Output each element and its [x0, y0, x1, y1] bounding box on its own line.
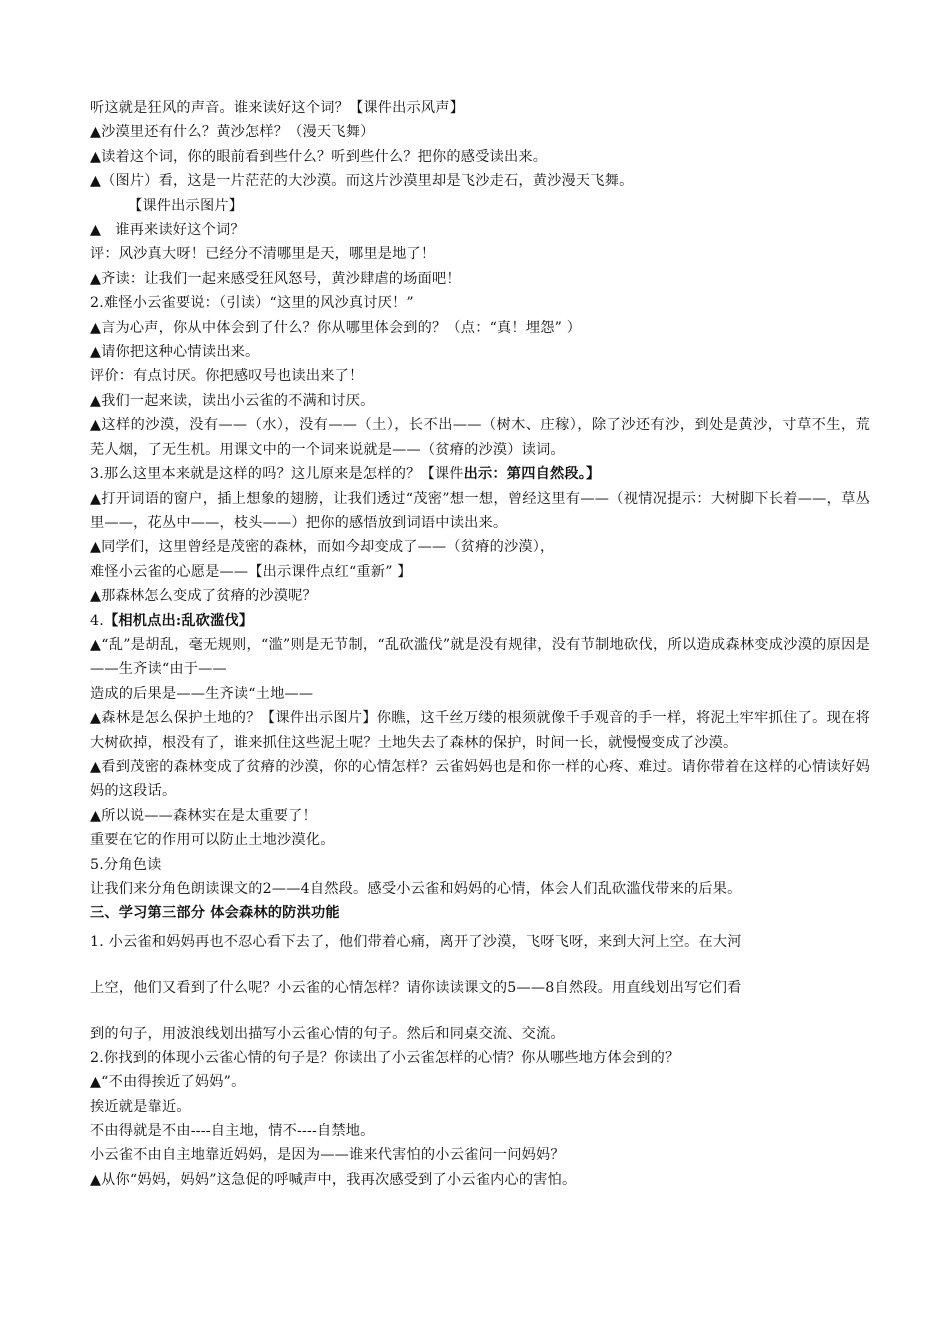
paragraph: ▲这样的沙漠，没有——（水），没有——（土），长不出——（树木、庄稼），除了沙还有沙，到处是黄沙，寸草不生，荒芜人烟，了无生机。用课文中的一个词来说就是——（贫瘠的沙漠）读词。 — [90, 417, 870, 458]
paragraph: 听这就是狂风的声音。谁来读好这个词？【课件出示风声】 — [90, 100, 465, 116]
paragraph-text: 4. — [90, 612, 104, 629]
paragraph-bold-text: 出示：第四自然段。】 — [463, 466, 601, 483]
paragraph — [90, 609, 870, 633]
paragraph: 2.你找到的体现小云雀心情的句子是？你读出了小云雀怎样的心情？你从哪些地方体会到的？ — [90, 1049, 680, 1066]
paragraph: 让我们来分角色朗读课文的2——4自然段。感受小云雀和妈妈的心情，体会人们乱砍滥伐带来的后果。 — [90, 881, 742, 897]
paragraph: 5.分角色读 — [90, 856, 162, 873]
paragraph: 重要在它的作用可以防止土地沙漠化。 — [90, 832, 335, 849]
paragraph: ▲“不由得挨近了妈妈”。 — [90, 1074, 246, 1091]
paragraph: 挨近就是靠近。 — [90, 1098, 191, 1115]
paragraph: ▲那森林怎么变成了贫瘠的沙漠呢？ — [90, 588, 317, 605]
paragraph: ▲读着这个词，你的眼前看到些什么？听到些什么？把你的感受读出来。 — [90, 148, 548, 165]
paragraph-bold-text: 【相机点出:乱砍滥伐】 — [103, 612, 254, 629]
paragraph: ▲森林是怎么保护土地的？【课件出示图片】你瞧，这千丝万缕的根须就像千手观音的手一样，将泥土牢牢抓住了。现在将大树砍掉，根没有了，谁来抓住这些泥土呢？土地失去了森林的保护，时间一长，就慢慢变成了沙漠。 — [90, 710, 870, 751]
paragraph: ▲从你“妈妈，妈妈”这急促的呼喊声中，我再次感受到了小云雀内心的害怕。 — [90, 1171, 577, 1188]
paragraph-line: 上空，他们又看到了什么呢？小云雀的心情怎样？请你读读课文的5——8自然段。用直线划出写它们看 — [90, 979, 742, 996]
paragraph: ▲言为心声，你从中体会到了什么？你从哪里体会到的？（点：“真！埋怨” ） — [90, 319, 582, 336]
wide-spaced-paragraph — [90, 930, 870, 1046]
section-heading: 三、学习第三部分 体会森林的防洪功能 — [90, 905, 340, 922]
paragraph: ▲所以说——森林实在是太重要了！ — [90, 807, 317, 824]
paragraph: ▲同学们，这里曾经是茂密的森林，而如今却变成了——（贫瘠的沙漠）， — [90, 539, 555, 556]
paragraph — [90, 462, 870, 486]
paragraph-line: 1. 小云雀和妈妈再也不忍心看下去了，他们带着心痛，离开了沙漠，飞呀飞呀，来到大河上空。在大河 — [90, 933, 742, 950]
paragraph: 评：风沙真大呀！已经分不清哪里是天，哪里是地了！ — [90, 246, 436, 263]
paragraph: 评价：有点讨厌。你把感叹号也读出来了！ — [90, 368, 364, 385]
paragraph: ▲（图片）看，这是一片茫茫的大沙漠。而这片沙漠里却是飞沙走石，黄沙漫天飞舞。 — [90, 173, 634, 190]
document-page — [90, 96, 870, 1192]
paragraph: 2.难怪小云雀要说：（引读）“这里的风沙真讨厌！” — [90, 295, 414, 312]
paragraph: 小云雀不由自主地靠近妈妈，是因为——谁来代害怕的小云雀问一问妈妈？ — [90, 1147, 565, 1164]
paragraph: ▲齐读：让我们一起来感受狂风怒号，黄沙肆虐的场面吧！ — [90, 270, 461, 287]
paragraph: ▲请你把这种心情读出来。 — [90, 344, 260, 361]
paragraph: ▲看到茂密的森林变成了贫瘠的沙漠，你的心情怎样？云雀妈妈也是和你一样的心疼、难过。请你带着在这样的心情读好妈妈的这段话。 — [90, 758, 870, 800]
paragraph-line: 到的句子，用波浪线划出描写小云雀心情的句子。然后和同桌交流、交流。 — [90, 1025, 565, 1042]
paragraph: 不由得就是不由----自主地，情不----自禁地。 — [90, 1123, 375, 1140]
paragraph: 难怪小云雀的心愿是——【出示课件点红“重新” 】 — [90, 563, 412, 580]
paragraph-text: 3.那么这里本来就是这样的吗？这儿原来是怎样的？【课件 — [90, 466, 464, 483]
paragraph: ▲沙漠里还有什么？黄沙怎样？（漫天飞舞） — [90, 124, 375, 141]
paragraph: 造成的后果是——生齐读“土地—— — [90, 685, 314, 702]
paragraph: ▲“乱”是胡乱，毫无规则，“滥”则是无节制，“乱砍滥伐”就是没有规律，没有节制地砍伐，所以造成森林变成沙漠的原因是——生齐读“由于—— — [90, 636, 870, 678]
paragraph: 【课件出示图片】 — [128, 197, 244, 214]
paragraph: ▲打开词语的窗户，插上想象的翅膀，让我们透过“茂密”想一想，曾经这里有——（视情况提示：大树脚下长着——，草丛里——，花丛中——，枝头——）把你的感悟放到词语中读出来。 — [90, 490, 870, 531]
paragraph: ▲ 谁再来读好这个词？ — [90, 222, 245, 239]
paragraph: ▲我们一起来读，读出小云雀的不满和讨厌。 — [90, 392, 375, 409]
